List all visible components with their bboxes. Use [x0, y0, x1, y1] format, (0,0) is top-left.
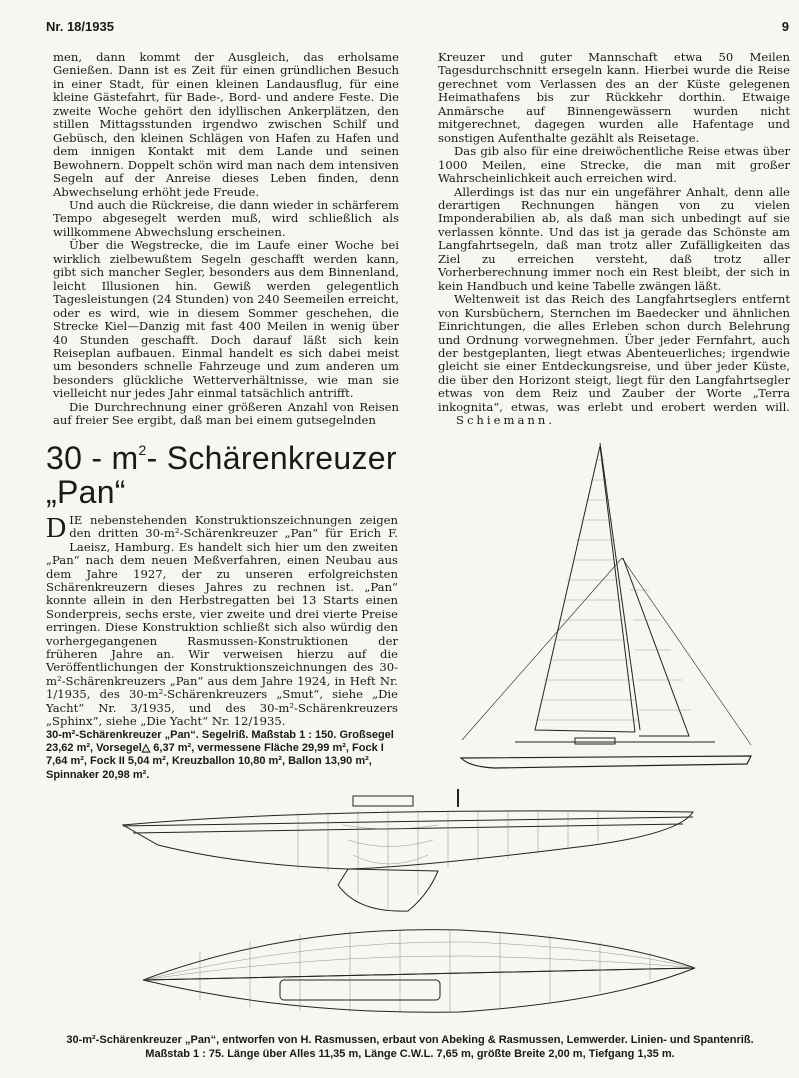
paragraph: Und auch die Rückreise, die dann wieder in schärferem Tempo abgesegelt werden muß, wird schließlich als willkommene Abwechslung erscheinen.	[53, 197, 399, 239]
article-column-right	[438, 51, 790, 428]
half-breadth-plan-drawing	[140, 920, 700, 1020]
paragraph: Allerdings ist das nur ein ungefährer Anhalt, denn alle derartigen Rechnungen hängen von zu vielen Imponderabilien ab, als daß man sich unbedingt auf sie verlassen könnte. Und das ist ja gerade das Schönste am Langfahrtsegeln, daß man trotz aller Zufälligkeiten das Ziel zu erreichen versteht, daß trotz aller Vorherberechnung immer noch ein Rest bleibt, der sich in kein Handbuch und keine Tabelle zwängen läßt.	[438, 184, 790, 293]
paragraph: Über die Wegstrecke, die im Laufe einer Woche bei wirklich zielbewußtem Segeln geschafft werden kann, gibt sich mancher Segler, besonders aus dem Binnenland, leicht Illusionen hin. Gewiß werden gelegentlich Tagesleistungen (24 Stunden) von 240 Seemeilen erreicht, oder es wird, wie in diesem Sommer geschehen, die Strecke Kiel—Danzig mit fast 400 Meilen in wenig über 40 Stunden geschafft. Doch darauf läßt sich kein Reiseplan aufbauen. Einmal handelt es sich dabei meist um besonders schnelle Fahrzeuge und zum anderen um besonders glückliche Wetterverhältnisse, wie man sie vielleicht nur jedes Jahr einmal tatsächlich antrifft.	[53, 238, 399, 401]
article-title: $30 - m^2-$ Schärenkreuzer „Pan“	[46, 440, 397, 510]
author-signature: Schiemann.	[456, 413, 555, 428]
paragraph: Das gib also für eine dreiwöchentliche Reise etwas über 1000 Meilen, eine Strecke, die man mit großer Wahrscheinlichkeit auch erreichen wird.	[438, 144, 790, 186]
hull-profile-drawing	[118, 785, 703, 920]
article-column-left	[53, 51, 399, 428]
sail-plan-drawing	[455, 440, 760, 775]
paragraph: Weltenweit ist das Reich des Langfahrtseglers entfernt von Kursbüchern, Sternchen im Baedecker und ähnlichen Einrichtungen, die alles Erleben schon durch Belehrung und Ordnung vorwegnehmen. Über jeder Fernfahrt, auch der bestgeplanten, liegt etwas Abenteuerliches; irgendwie gleicht sie einer Entdeckungsreise, und über jeder Küste, die über den Horizont steigt, liegt für den Langfahrtsegler etwas von dem Reiz und Zauber der Worte „Terra inkognita“, etwas, was erlebt und erobert werden will. Schiemann.	[438, 292, 790, 428]
sail-plan-caption: 30-m²-Schärenkreuzer „Pan“. Segelriß. Maßstab 1 : 150. Großsegel 23,62 m², Vorsegel△ 6,37 m², vermessene Fläche 29,99 m², Fock I 7,64 m², Fock II 5,04 m², Kreuzballon 10,80 m², Ballon 13,90 m², Spinnaker 20,98 m².	[46, 729, 394, 781]
paragraph: Kreuzer und guter Mannschaft etwa 50 Meilen Tagesdurchschnitt ersegeln kann. Hierbei wurde die Reise gerechnet vom Verlassen des an der Küste gelegenen Heimathafens bis zur Rückkehr dorthin. Etwaige Anmärsche auf Binnengewässern wurden nicht mitgerechnet, dagegen wurden alle Hafentage und sonstigen Aufenthalte gezählt als Reisetage.	[438, 50, 790, 145]
paragraph: Die Durchrechnung einer größeren Anzahl von Reisen auf freier See ergibt, daß man bei einem gutsegelnden	[53, 399, 399, 428]
drop-cap: D	[46, 513, 67, 544]
paragraph: men, dann kommt der Ausgleich, das erholsame Genießen. Dann ist es Zeit für einen gründlichen Besuch in einer Stadt, für einen kleinen Landausflug, für eine kleine Gästefahrt, für Bade-, Bord- und andere Feste. Die zweite Woche gehört den idyllischen Ankerplätzen, den stillen Mittagsstunden irgendwo zwischen Schilf und Gebüsch, den kleinen Schlägen von Hafen zu Hafen und dem innigen Kontakt mit dem Lande und seinen Bewohnern. Doppelt schön wird man nach dem intensiven Segeln auf der Anreise dieses Leben finden, denn Abwechselung erhöht jede Freude.	[53, 50, 399, 199]
page-number: 9	[781, 19, 789, 34]
lines-plan-caption: 30-m²-Schärenkreuzer „Pan“, entworfen von H. Rasmussen, erbaut von Abeking & Rasmussen, Lemwerder. Linien- und Spantenriß. Maßstab 1 : 75. Länge über Alles 11,35 m, Länge C.W.L. 7,65 m, größte Breite 2,00 m, Tiefgang 1,35 m.	[66, 1034, 754, 1060]
issue-number: Nr. 18/1935	[46, 19, 114, 34]
article-intro: DIE nebenstehenden Konstruktionszeichnungen zeigen den dritten 30-m²-Schärenkreuzer „Pan“ für Erich F. Laeisz, Hamburg. Es handelt sich hier um den zweiten „Pan“ nach dem neuen Meßverfahren, einen Neubau aus dem Jahre 1927, der zu unseren erfolgreichsten Schärenkreuzern dieses Jahres zu rechnen ist. „Pan“ konnte allein in den Herbstregatten bei 13 Starts einen Sonderpreis, sechs erste, vier zweite und drei vierte Preise erringen. Diese Konstruktion schließt sich also würdig den vorhergegangenen Rasmussen-Konstruktionen der früheren Jahre an. Wir verweisen hierzu auf die Veröffentlichungen der Konstruktionszeichnungen des 30-m²-Schärenkreuzers „Pan“ aus dem Jahre 1924, in Heft Nr. 1/1935, des 30-m²-Schärenkreuzers „Smut“, siehe „Die Yacht“ Nr. 3/1935, und des 30-m²-Schärenkreuzers „Sphinx“, siehe „Die Yacht“ Nr. 12/1935.	[46, 513, 398, 729]
